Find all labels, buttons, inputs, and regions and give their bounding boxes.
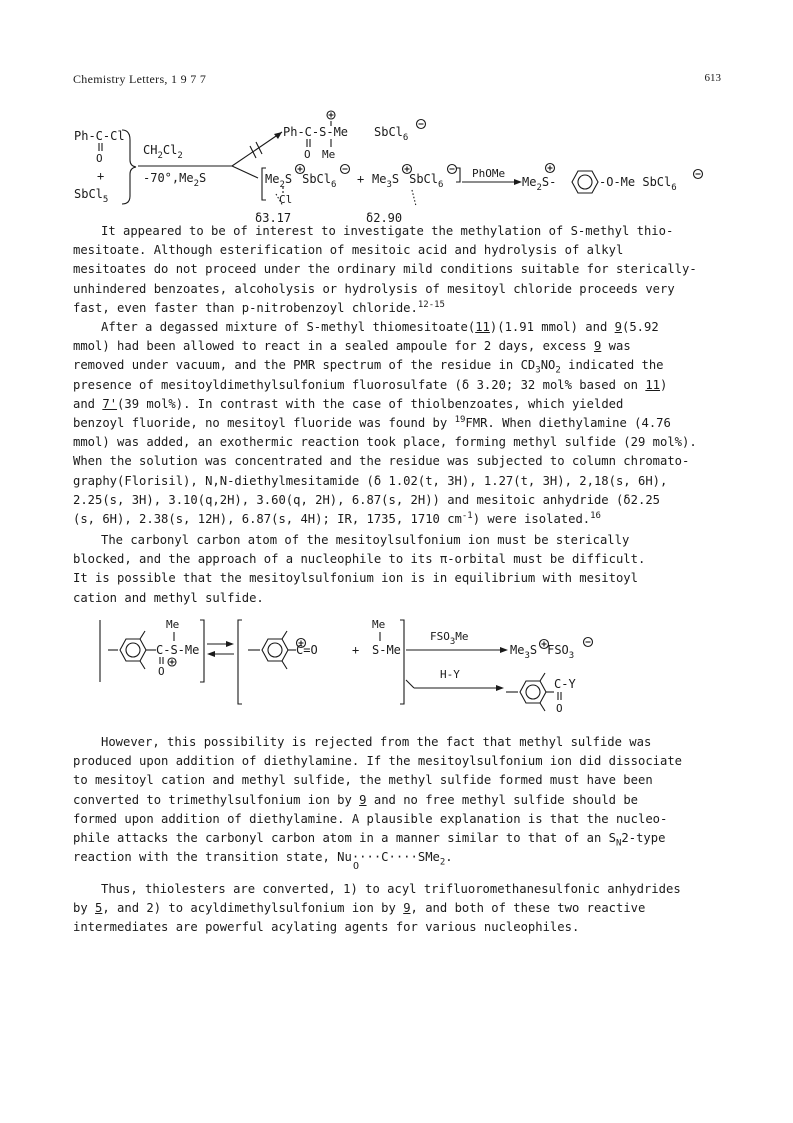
mesityl-ring-1-icon [120,639,146,661]
species-chloride: Cl [279,193,293,206]
blocked-product: Ph-C-S-Me [283,125,349,139]
plus-sign-3: + [352,643,360,657]
paragraph-3: The carbonyl carbon atom of the mesitoylsulfonium ion must be sterically blocked, and the approach of a nucleophile to its π-orbital must be difficult. It is possible that the mesitoylsulfonium ion is in equilibrium with mesitoyl cation and methyl sulfide. [73,533,646,605]
compound-5: 5 [95,901,103,916]
delta-shift-2: δ2.90 [366,211,403,225]
sulfonium-ion: C-S-Me [156,643,200,657]
compound-11: 11 [475,320,490,334]
sulfonium-oxygen: O [158,665,165,678]
blocked-product-oxygen: O [304,148,311,161]
reactant-antimony-pentachloride: SbCl$_5$ [74,187,109,205]
acyl-product-oxygen: O [556,702,563,715]
plus-sign-2: + [357,172,365,186]
paragraph-4: However, this possibility is rejected from the fact that methyl sulfide was produced upon addition of diethylamine. If the mesitoylsulfonium ion did dissociate to mesitoyl cation and methyl sulfide, the methyl sulfide formed must have been converted to trimethylsulfonium ion by 9 and no free methyl sulfide should be formed upon addition of diethylamine. A plausible explanation is that the nucleo- phile attacks the carbonyl carbon atom in a manner similar to that of an $S_N2$-type reaction with the transition state, Nu····C····SMe$_2$. [73,735,683,868]
reagent-nucleophile: H-Y [440,668,460,681]
plus-sign: + [97,169,105,183]
trimethylsulfonium-fluorosulfate: $Me_3S$ $FSO_3$ [510,643,575,661]
mesityl-ring-3-icon [520,681,546,703]
product-methoxy-anion: -O-Me SbCl$_6$ [599,175,677,193]
page-header [73,72,721,88]
blocked-product-methyl: Me [322,148,336,161]
compound-9: 9 [614,320,622,334]
species-trimethylsulfonium: $Me_3S$ SbCl$_6$ [372,172,444,190]
reagent-anisole: PhOMe [472,167,506,180]
citation-12-15: 12-15 [417,299,445,310]
blocked-product-anion: SbCl$_6$ [374,125,409,143]
acyl-product: C-Y [554,677,576,691]
reaction-scheme-2 [0,612,793,724]
paragraph-1: It appeared to be of interest to investigate the methylation of S-methyl thio- mesitoate. Although esterification of mesitoic acid and hydrolysis of alkyl mesitoates do not proceed under the ordinary mild conditions suitable for sterically- unhindered benzoates, alcoholysis or hydrolysis of mesitoyl chloride proceeds very fast, even faster than p-nitrobenzoyl chloride.$^{12-15}$ [73,224,697,315]
delta-shift-1: δ3.17 [255,211,292,225]
solvent-label: $CH_2Cl_2$ [143,143,183,161]
journal-title: Chemistry Letters, 1 9 7 7 [73,72,207,86]
paragraph-5: Thus, thiolesters are converted, 1) to acyl trifluoromethanesulfonic anhydrides by 5, and 2) to acyldimethylsulfonium ion by 9, and both of these two reactive intermediates are powerful acylating agents for various nucleophiles. [73,882,681,935]
species-dimethylsulfonium: $Me_2S$ SbCl$_6$ [265,172,337,190]
acylium-ion: C=O [296,643,318,657]
reactant-carbonyl-oxygen: O [96,152,103,165]
free-sulfide-methyl: Me [372,618,386,631]
page-number: 613 [704,72,721,84]
paragraph-2: After a degassed mixture of S-methyl thiomesitoate(11)(1.91 mmol) and 9(5.92 mmol) had been allowed to react in a sealed ampoule for 2 days, excess 9 was removed under vacuum, and the PMR spectrum of the residue in $CD_3NO_2$ indicated the presence of mesitoyldimethylsulfonium fluorosulfate (δ 3.20; 32 mol% based on 11) and 7'(39 mol%). In contrast with the case of thiolbenzoates, which yielded benzoyl fluoride, no mesitoyl fluoride was found by $^{19}$FMR. When diethylamine (4.76 mmol) was added, an exothermic reaction took place, forming methyl sulfide (29 mol%). When the solution was concentrated and the residue was subjected to column chromato- graphy(Florisil), N,N-diethylmesitamide (δ 1.02(t, 3H), 1.27(t, 3H), 2,18(s, 6H), 2.25(s, 3H), 3.10(q,2H), 3.60(q, 2H), 6.87(s, 2H)) and mesitoic anhydride (δ2.25 (s, 6H), 2.38(s, 12H), 6.87(s, 4H); IR, 1735, 1710 $cm^{-1}$) were isolated.$^{16}$ [73,320,697,527]
mesityl-ring-2-icon [262,639,288,661]
reaction-scheme-1 [0,110,793,228]
product-aryl-sulfonium: $Me_2S-$ [522,175,557,193]
compound-7-prime: 7' [102,396,118,411]
methyl-sulfide: S-Me [372,643,401,657]
sulfonium-methyl: Me [166,618,180,631]
conditions-label: $-70^\circ,Me_2S$ [143,171,207,189]
reactant-acyl-chloride: Ph-C-Cl [74,129,125,143]
benzene-ring-icon [572,171,598,193]
citation-16: 16 [590,510,601,521]
reagent-methyl-fluorosulfate: $FSO_3Me$ [430,630,469,647]
transition-state-oxygen: O [353,861,360,872]
